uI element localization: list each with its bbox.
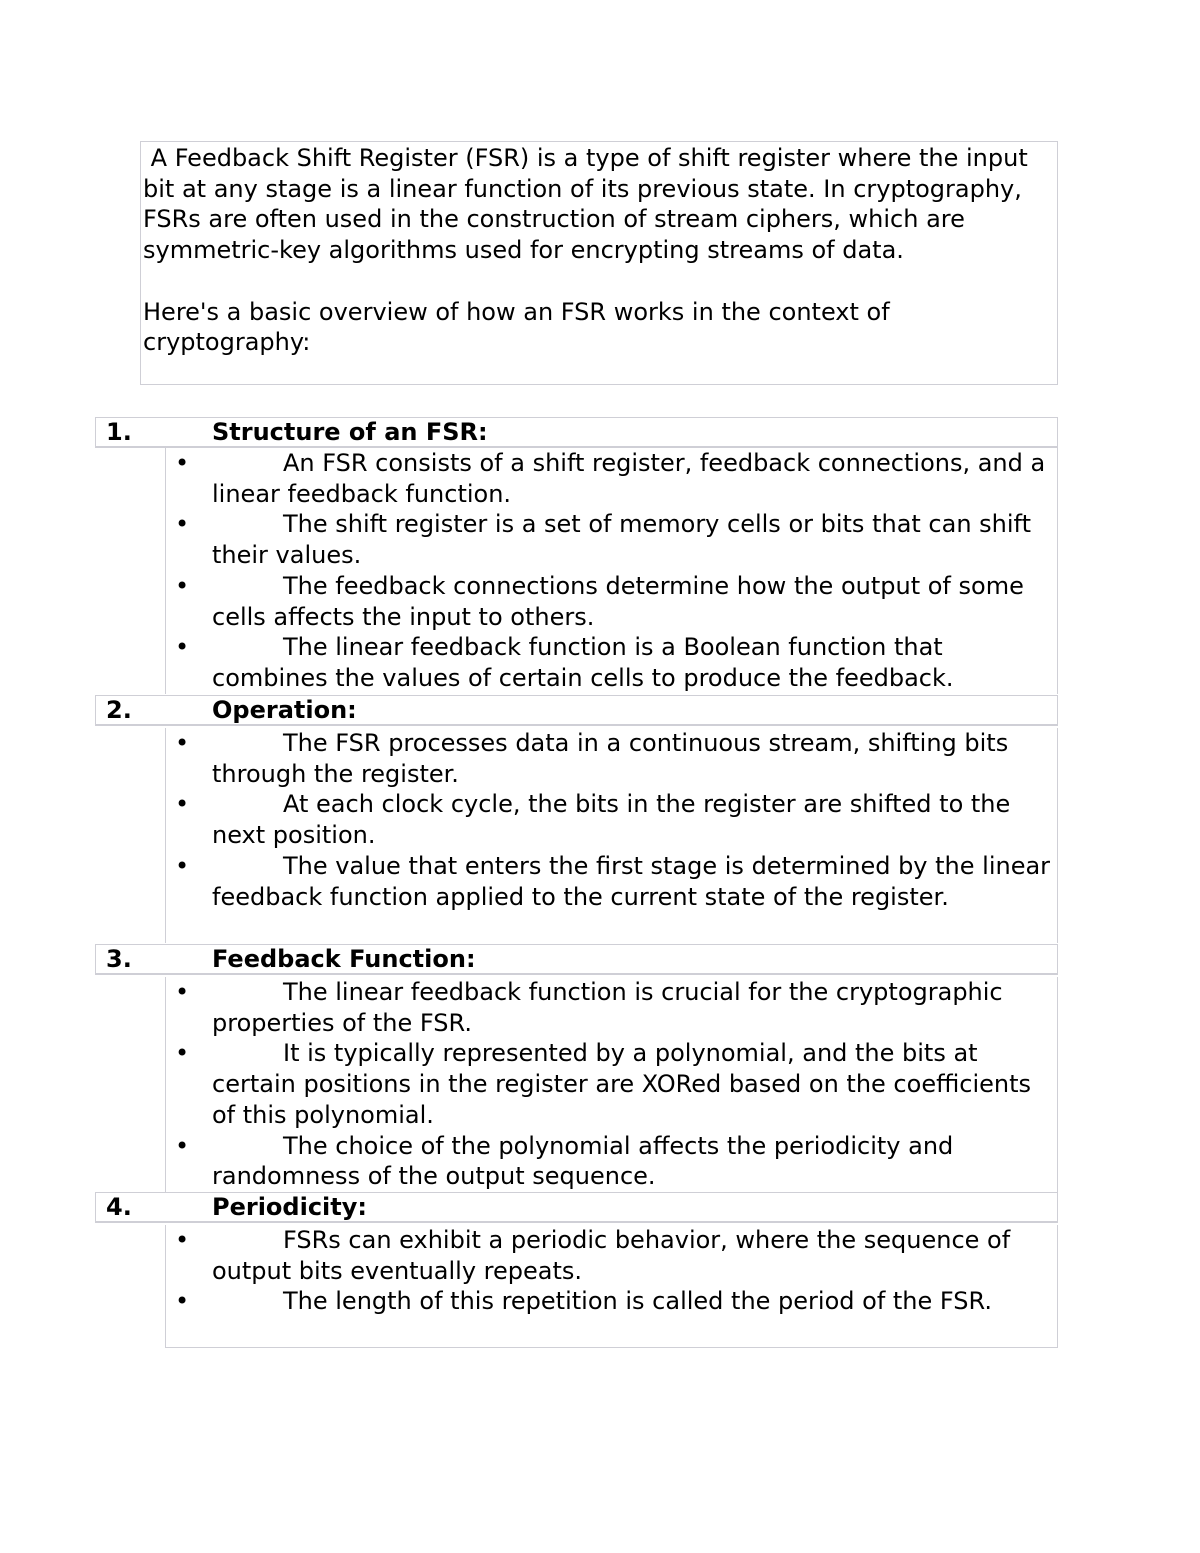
section-body xyxy=(165,977,1058,1192)
list-item xyxy=(166,1225,1057,1286)
section-title: Feedback Function: xyxy=(212,945,476,973)
list-item-text: The choice of the polynomial affects the periodicity and randomness of the output sequence. xyxy=(212,1131,954,1191)
bullet-icon: • xyxy=(175,1287,190,1316)
list-item xyxy=(166,1131,1057,1192)
bullet-icon: • xyxy=(175,790,190,819)
bullet-icon: • xyxy=(175,571,190,600)
list-item-text: The FSR processes data in a continuous stream, shifting bits through the register. xyxy=(212,729,1009,788)
list-item-text: The value that enters the first stage is determined by the linear feedback function applied to the current state of the register. xyxy=(212,851,1051,911)
section-header xyxy=(95,695,1058,726)
list-item xyxy=(166,632,1057,693)
bullet-icon: • xyxy=(175,729,190,757)
section-header xyxy=(95,1192,1058,1223)
section-body xyxy=(165,448,1058,694)
list-item xyxy=(166,509,1057,570)
section-title: Periodicity: xyxy=(212,1193,367,1221)
list-item xyxy=(166,1038,1057,1130)
section-header xyxy=(95,944,1058,975)
intro-paragraph: Here's a basic overview of how an FSR works in the context of cryptography: xyxy=(143,297,890,357)
intro-paragraph: A Feedback Shift Register (FSR) is a type of shift register where the input bit at any stage is a linear function of its previous state. In cryptography, FSRs are often used in the construction of stream ciphers, which are symmetric-key algorithms used for encrypting streams of data. xyxy=(143,144,1036,265)
list-item xyxy=(166,448,1057,509)
list-item-text: The linear feedback function is crucial for the cryptographic properties of the FSR. xyxy=(212,978,1003,1037)
list-item-text: The length of this repetition is called the period of the FSR. xyxy=(283,1287,992,1316)
list-item-text: The shift register is a set of memory cells or bits that can shift their values. xyxy=(212,510,1031,570)
list-item xyxy=(166,977,1057,1038)
bullet-icon: • xyxy=(175,851,190,880)
section-number: 3. xyxy=(106,945,132,973)
list-item xyxy=(166,728,1057,789)
bullet-icon: • xyxy=(175,510,190,539)
list-item-text: An FSR consists of a shift register, feedback connections, and a linear feedback function. xyxy=(212,449,1046,508)
list-item xyxy=(166,851,1057,912)
list-item-text: The feedback connections determine how the output of some cells affects the input to others. xyxy=(212,571,1024,631)
list-item xyxy=(166,789,1057,850)
bullet-icon: • xyxy=(175,449,190,477)
list-item-text: It is typically represented by a polynomial, and the bits at certain positions in the register are XORed based on the coefficients of this polynomial. xyxy=(212,1039,1032,1129)
section-title: Structure of an FSR: xyxy=(212,418,488,446)
list-item xyxy=(166,1286,1057,1317)
bullet-icon: • xyxy=(175,1039,190,1068)
section-body xyxy=(165,1225,1058,1348)
list-item xyxy=(166,571,1057,632)
bullet-icon: • xyxy=(175,1131,190,1160)
list-item-text: At each clock cycle, the bits in the register are shifted to the next position. xyxy=(212,790,1011,850)
section-title: Operation: xyxy=(212,696,357,724)
section-header xyxy=(95,417,1058,448)
list-item-text: The linear feedback function is a Boolean function that combines the values of certain cells to produce the feedback. xyxy=(212,633,954,692)
section-body xyxy=(165,728,1058,943)
bullet-icon: • xyxy=(175,1226,190,1254)
bullet-icon: • xyxy=(175,633,190,662)
intro-box xyxy=(140,141,1058,385)
section-number: 1. xyxy=(106,418,132,446)
section-number: 4. xyxy=(106,1193,132,1221)
section-number: 2. xyxy=(106,696,132,724)
bullet-icon: • xyxy=(175,978,190,1006)
list-item-text: FSRs can exhibit a periodic behavior, where the sequence of output bits eventually repeats. xyxy=(212,1226,1011,1285)
